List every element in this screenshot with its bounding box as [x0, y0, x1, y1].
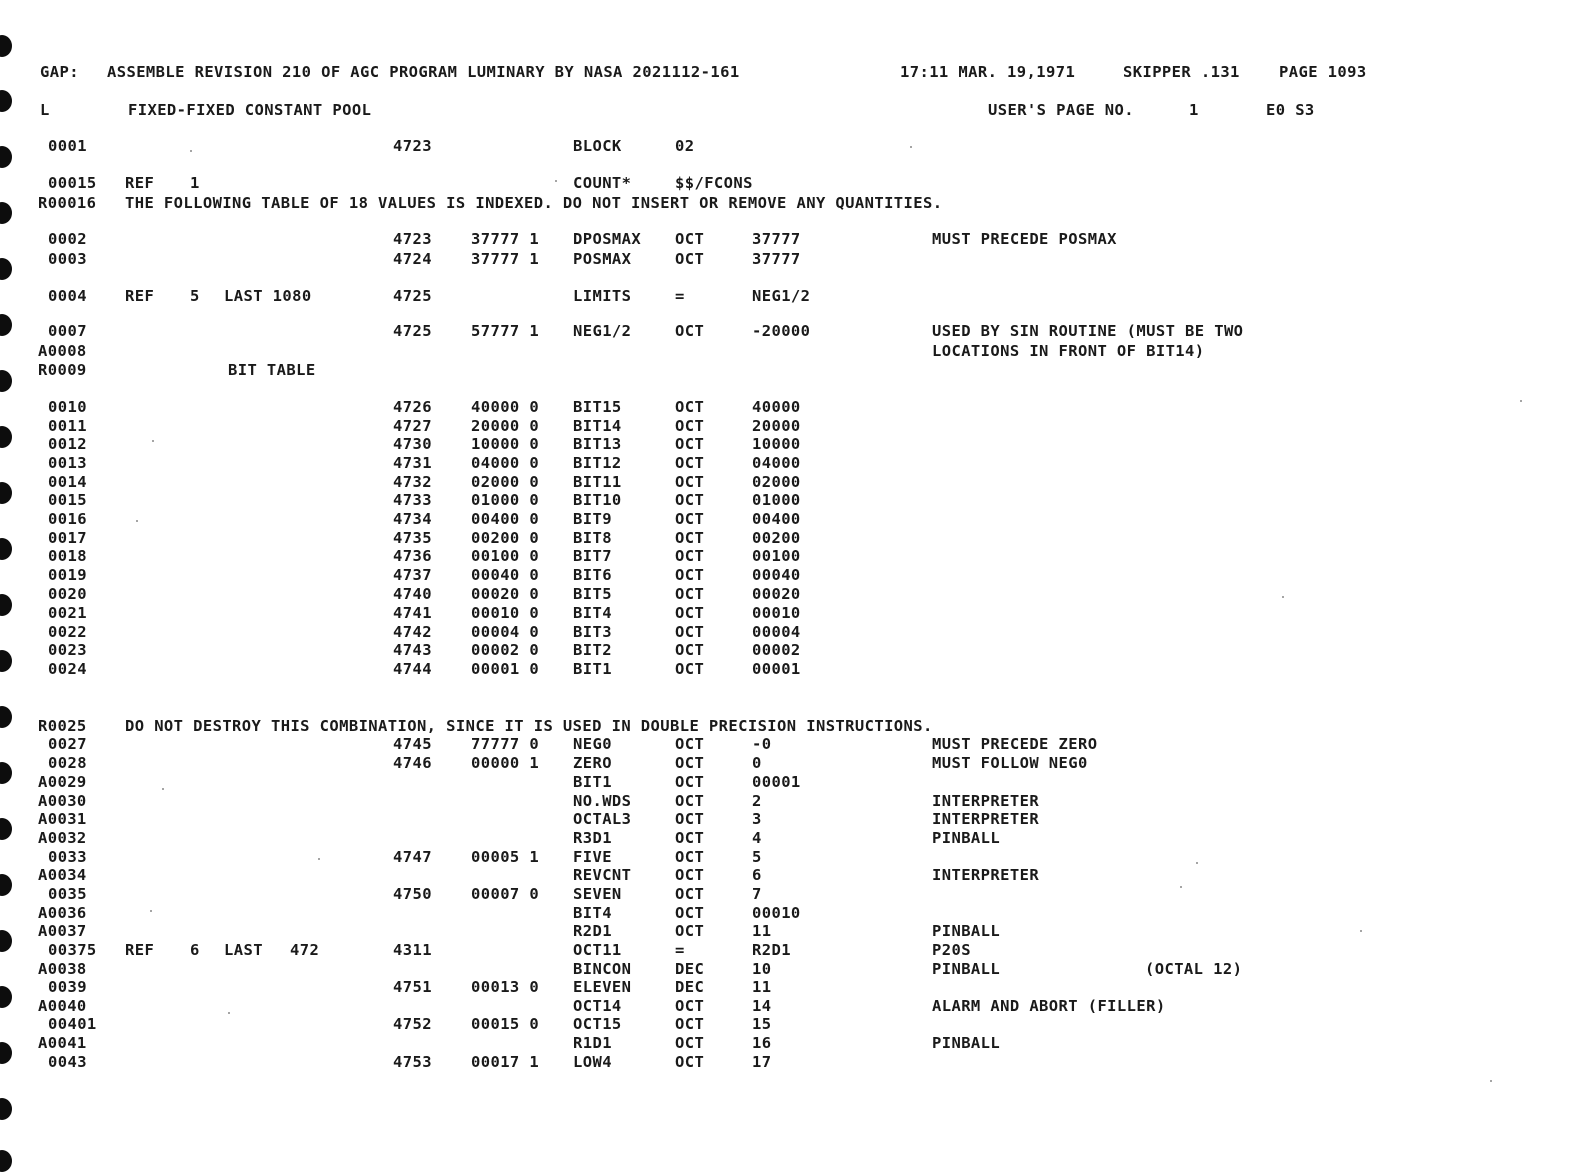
line-ref: REF: [125, 941, 155, 959]
line-op: OCT: [675, 491, 705, 509]
line-seq: A0029: [38, 773, 87, 791]
punch-hole: [0, 1150, 12, 1172]
line-operand: 00100: [752, 547, 801, 565]
line-loc: 4731: [393, 454, 432, 472]
line-comment: LOCATIONS IN FRONT OF BIT14): [932, 342, 1205, 360]
line-loc: 4725: [393, 322, 432, 340]
line-label: FIVE: [573, 848, 612, 866]
line-loc: 4733: [393, 491, 432, 509]
line-label: BIT10: [573, 491, 622, 509]
line-seq: 0023: [48, 641, 87, 659]
line-seq: A0031: [38, 810, 87, 828]
line-label: BIT8: [573, 529, 612, 547]
line-comment: USED BY SIN ROUTINE (MUST BE TWO: [932, 322, 1244, 340]
line-operand: 04000: [752, 454, 801, 472]
line-label: SEVEN: [573, 885, 622, 903]
line-word: 20000 0: [471, 417, 540, 435]
line-op: OCT: [675, 510, 705, 528]
line-operand: 00004: [752, 623, 801, 641]
assemble-title: ASSEMBLE REVISION 210 OF AGC PROGRAM LUMINARY BY NASA 2021112-161: [107, 63, 740, 81]
line-loc: 4730: [393, 435, 432, 453]
line-loc: 4736: [393, 547, 432, 565]
line-loc: 4740: [393, 585, 432, 603]
line-label: R2D1: [573, 922, 612, 940]
listing-line: [0, 717, 1582, 735]
line-seq: 0007: [48, 322, 87, 340]
line-operand: 00040: [752, 566, 801, 584]
line-label: NEG1/2: [573, 322, 632, 340]
line-comment: INTERPRETER: [932, 810, 1040, 828]
line-comment: P20S: [932, 941, 971, 959]
line-seq: 0017: [48, 529, 87, 547]
line-word: 57777 1: [471, 322, 540, 340]
line-seq: 0010: [48, 398, 87, 416]
line-word: 37777 1: [471, 230, 540, 248]
line-op: OCT: [675, 454, 705, 472]
line-ref: REF: [125, 287, 155, 305]
listing-line: [0, 960, 1582, 978]
line-loc: 4752: [393, 1015, 432, 1033]
line-seq: 0014: [48, 473, 87, 491]
line-word: 40000 0: [471, 398, 540, 416]
line-extra: (OCTAL 12): [1145, 960, 1243, 978]
listing-line: [0, 904, 1582, 922]
line-seq: R0025: [38, 717, 87, 735]
line-seq: 0012: [48, 435, 87, 453]
time-date: 17:11 MAR. 19,1971: [900, 63, 1076, 81]
listing-line: [0, 1015, 1582, 1033]
line-word: 01000 0: [471, 491, 540, 509]
line-comment: MUST PRECEDE ZERO: [932, 735, 1098, 753]
line-op: 02: [675, 137, 695, 155]
line-label: BIT5: [573, 585, 612, 603]
line-op: OCT: [675, 997, 705, 1015]
listing-line: [0, 287, 1582, 305]
line-seq: 0021: [48, 604, 87, 622]
line-operand: 37777: [752, 230, 801, 248]
line-operand: 00020: [752, 585, 801, 603]
line-label: BIT2: [573, 641, 612, 659]
line-word: 37777 1: [471, 250, 540, 268]
listing-line: [0, 997, 1582, 1015]
listing-line: [0, 491, 1582, 509]
listing-line: [0, 417, 1582, 435]
line-operand: 00002: [752, 641, 801, 659]
listing-line: [0, 566, 1582, 584]
listing-line: [0, 978, 1582, 996]
listing-line: [0, 322, 1582, 340]
line-op: OCT: [675, 547, 705, 565]
line-word: 00001 0: [471, 660, 540, 678]
line-seq: A0040: [38, 997, 87, 1015]
line-operand: 17: [752, 1053, 772, 1071]
line-word: 00200 0: [471, 529, 540, 547]
listing-line: [0, 866, 1582, 884]
line-comment: INTERPRETER: [932, 866, 1040, 884]
line-operand: 16: [752, 1034, 772, 1052]
listing-line: [0, 641, 1582, 659]
line-op: $$/FCONS: [675, 174, 753, 192]
listing-line: [0, 1053, 1582, 1071]
line-label: NEG0: [573, 735, 612, 753]
listing-line: [0, 735, 1582, 753]
line-label: R1D1: [573, 1034, 612, 1052]
listing-line: [0, 342, 1582, 360]
line-seq: R0009: [38, 361, 87, 379]
line-comment: INTERPRETER: [932, 792, 1040, 810]
line-operand: 00001: [752, 660, 801, 678]
line-label: BIT7: [573, 547, 612, 565]
line-word: 00005 1: [471, 848, 540, 866]
line-loc: 4746: [393, 754, 432, 772]
line-refnum: 1: [190, 174, 200, 192]
line-label: BIT1: [573, 660, 612, 678]
listing-line: [0, 792, 1582, 810]
line-operand: 20000: [752, 417, 801, 435]
line-word: 00007 0: [471, 885, 540, 903]
line-last: LAST: [224, 941, 263, 959]
line-loc: 4727: [393, 417, 432, 435]
line-seq: 0004: [48, 287, 87, 305]
punch-hole: [0, 35, 12, 57]
line-operand: 00400: [752, 510, 801, 528]
line-comment: PINBALL: [932, 1034, 1001, 1052]
line-refnum: 6: [190, 941, 200, 959]
line-op: OCT: [675, 810, 705, 828]
line-loc: 4747: [393, 848, 432, 866]
line-loc: 4735: [393, 529, 432, 547]
line-operand: 4: [752, 829, 762, 847]
listing-line: [0, 361, 1582, 379]
line-loc: 4737: [393, 566, 432, 584]
line-seq: 0028: [48, 754, 87, 772]
line-seq: A0034: [38, 866, 87, 884]
line-label: LOW4: [573, 1053, 612, 1071]
line-seq: A0008: [38, 342, 87, 360]
line-op: OCT: [675, 735, 705, 753]
line-op: OCT: [675, 585, 705, 603]
line-seq: 00401: [48, 1015, 97, 1033]
line-operand: 00200: [752, 529, 801, 547]
line-word: 00020 0: [471, 585, 540, 603]
line-seq: 0039: [48, 978, 87, 996]
line-loc: 4734: [393, 510, 432, 528]
line-label: OCTAL3: [573, 810, 632, 828]
line-word: 00017 1: [471, 1053, 540, 1071]
listing-line: [0, 435, 1582, 453]
line-seq: A0041: [38, 1034, 87, 1052]
line-label: BIT13: [573, 435, 622, 453]
line-op: OCT: [675, 623, 705, 641]
line-op: OCT: [675, 566, 705, 584]
line-operand: 00010: [752, 904, 801, 922]
line-operand: NEG1/2: [752, 287, 811, 305]
line-op: =: [675, 287, 685, 305]
line-op: OCT: [675, 1053, 705, 1071]
line-seq: R00016: [38, 194, 97, 212]
listing-line: [0, 754, 1582, 772]
line-label: BIT11: [573, 473, 622, 491]
subheader-line: [0, 101, 1582, 119]
line-word: 00004 0: [471, 623, 540, 641]
line-op: OCT: [675, 398, 705, 416]
line-label: LIMITS: [573, 287, 632, 305]
line-loc: 4723: [393, 230, 432, 248]
listing-line: [0, 660, 1582, 678]
line-loc: 4753: [393, 1053, 432, 1071]
listing-line: [0, 941, 1582, 959]
line-word: 10000 0: [471, 435, 540, 453]
line-label: R3D1: [573, 829, 612, 847]
listing-line: [0, 230, 1582, 248]
line-label: OCT14: [573, 997, 622, 1015]
line-seq: 0002: [48, 230, 87, 248]
listing-line: [0, 473, 1582, 491]
listing-line: [0, 194, 1582, 212]
listing-line: [0, 604, 1582, 622]
line-op: OCT: [675, 529, 705, 547]
listing-line: [0, 585, 1582, 603]
line-word: 04000 0: [471, 454, 540, 472]
listing-line: [0, 529, 1582, 547]
line-seq: 0001: [48, 137, 87, 155]
line-label: NO.WDS: [573, 792, 632, 810]
line-operand: 01000: [752, 491, 801, 509]
section-title: FIXED-FIXED CONSTANT POOL: [128, 101, 372, 119]
line-operand: 3: [752, 810, 762, 828]
line-operand: 5: [752, 848, 762, 866]
line-comment: MUST FOLLOW NEG0: [932, 754, 1088, 772]
line-seq: 0043: [48, 1053, 87, 1071]
line-last: BIT TABLE: [228, 361, 316, 379]
line-op: OCT: [675, 866, 705, 884]
line-label: BIT1: [573, 773, 612, 791]
line-operand: 40000: [752, 398, 801, 416]
line-label: DPOSMAX: [573, 230, 642, 248]
line-remark: DO NOT DESTROY THIS COMBINATION, SINCE IT IS USED IN DOUBLE PRECISION INSTRUCTIONS.: [125, 717, 933, 735]
line-op: DEC: [675, 978, 705, 996]
line-word: 77777 0: [471, 735, 540, 753]
line-operand: -0: [752, 735, 772, 753]
line-operand: 37777: [752, 250, 801, 268]
line-operand: 10: [752, 960, 772, 978]
line-op: OCT: [675, 922, 705, 940]
users-page-number: 1: [1189, 101, 1199, 119]
line-seq: 0018: [48, 547, 87, 565]
line-seq: 0015: [48, 491, 87, 509]
line-word: 00000 1: [471, 754, 540, 772]
line-loc: 4724: [393, 250, 432, 268]
line-word: 02000 0: [471, 473, 540, 491]
line-last: LAST 1080: [224, 287, 312, 305]
line-operand: 02000: [752, 473, 801, 491]
line-op: OCT: [675, 792, 705, 810]
line-op: OCT: [675, 641, 705, 659]
listing-line: [0, 773, 1582, 791]
listing-line: [0, 510, 1582, 528]
line-seq: A0032: [38, 829, 87, 847]
listing-line: [0, 454, 1582, 472]
listing-line: [0, 885, 1582, 903]
line-op: OCT: [675, 754, 705, 772]
line-word: 00015 0: [471, 1015, 540, 1033]
line-op: OCT: [675, 773, 705, 791]
line-op: OCT: [675, 322, 705, 340]
line-word: 00010 0: [471, 604, 540, 622]
line-label: OCT15: [573, 1015, 622, 1033]
listing-line: [0, 1034, 1582, 1052]
listing-line: [0, 250, 1582, 268]
line-seq: A0036: [38, 904, 87, 922]
line-seq: 00015: [48, 174, 97, 192]
line-label: BIT6: [573, 566, 612, 584]
line-label: ZERO: [573, 754, 612, 772]
listing-line: [0, 810, 1582, 828]
listing-line: [0, 547, 1582, 565]
line-op: OCT: [675, 250, 705, 268]
line-operand: 00010: [752, 604, 801, 622]
line-loc: 4743: [393, 641, 432, 659]
line-op: OCT: [675, 230, 705, 248]
line-comment: PINBALL: [932, 960, 1001, 978]
line-label: BIT3: [573, 623, 612, 641]
line-label: BIT12: [573, 454, 622, 472]
log-mark: L: [40, 101, 50, 119]
line-label: BIT9: [573, 510, 612, 528]
line-operand: 6: [752, 866, 762, 884]
line-operand: 10000: [752, 435, 801, 453]
line-op: DEC: [675, 960, 705, 978]
line-op: OCT: [675, 848, 705, 866]
line-loc: 4751: [393, 978, 432, 996]
line-word: 00002 0: [471, 641, 540, 659]
listing-line: [0, 174, 1582, 192]
line-op: OCT: [675, 660, 705, 678]
line-seq: 0011: [48, 417, 87, 435]
line-seq: 0013: [48, 454, 87, 472]
line-operand: R2D1: [752, 941, 791, 959]
line-loc: 4723: [393, 137, 432, 155]
line-op: =: [675, 941, 685, 959]
line-loc: 4745: [393, 735, 432, 753]
line-remark: THE FOLLOWING TABLE OF 18 VALUES IS INDEXED. DO NOT INSERT OR REMOVE ANY QUANTITIES.: [125, 194, 943, 212]
line-word: 00013 0: [471, 978, 540, 996]
line-seq: 0035: [48, 885, 87, 903]
line-seq: A0037: [38, 922, 87, 940]
line-seq: A0030: [38, 792, 87, 810]
line-seq: 0019: [48, 566, 87, 584]
listing-line: [0, 848, 1582, 866]
line-label: REVCNT: [573, 866, 632, 884]
line-operand: 2: [752, 792, 762, 810]
line-label: OCT11: [573, 941, 622, 959]
line-seq: 0024: [48, 660, 87, 678]
line-op: OCT: [675, 885, 705, 903]
listing-line: [0, 922, 1582, 940]
line-op: OCT: [675, 417, 705, 435]
listing-line: [0, 137, 1582, 155]
line-label: BINCON: [573, 960, 632, 978]
line-loc: 4726: [393, 398, 432, 416]
line-operand: 14: [752, 997, 772, 1015]
line-op: OCT: [675, 1015, 705, 1033]
line-operand: 15: [752, 1015, 772, 1033]
line-loc: 4742: [393, 623, 432, 641]
line-operand: -20000: [752, 322, 811, 340]
line-seq: 0003: [48, 250, 87, 268]
line-loc: 4750: [393, 885, 432, 903]
line-refnum: 5: [190, 287, 200, 305]
line-comment: PINBALL: [932, 922, 1001, 940]
line-label: BIT4: [573, 904, 612, 922]
line-loc: 4725: [393, 287, 432, 305]
line-lastnum: 472: [290, 941, 320, 959]
line-seq: A0038: [38, 960, 87, 978]
line-label: POSMAX: [573, 250, 632, 268]
line-label: BIT14: [573, 417, 622, 435]
line-op: OCT: [675, 904, 705, 922]
line-loc: 4311: [393, 941, 432, 959]
speck: [1490, 1080, 1492, 1082]
line-comment: MUST PRECEDE POSMAX: [932, 230, 1117, 248]
listing-line: [0, 623, 1582, 641]
line-loc: 4741: [393, 604, 432, 622]
line-seq: 0022: [48, 623, 87, 641]
line-label: ELEVEN: [573, 978, 632, 996]
line-comment: PINBALL: [932, 829, 1001, 847]
line-word: 00100 0: [471, 547, 540, 565]
line-operand: 11: [752, 922, 772, 940]
punch-hole: [0, 1098, 12, 1120]
line-label: BIT15: [573, 398, 622, 416]
line-seq: 0027: [48, 735, 87, 753]
line-operand: 0: [752, 754, 762, 772]
line-op: OCT: [675, 435, 705, 453]
line-comment: ALARM AND ABORT (FILLER): [932, 997, 1166, 1015]
eo-mark: E0 S3: [1266, 101, 1315, 119]
line-seq: 0033: [48, 848, 87, 866]
line-loc: 4744: [393, 660, 432, 678]
line-label: BIT4: [573, 604, 612, 622]
line-operand: 7: [752, 885, 762, 903]
line-label: BLOCK: [573, 137, 622, 155]
line-seq: 0020: [48, 585, 87, 603]
skipper: SKIPPER .131: [1123, 63, 1240, 81]
line-word: 00400 0: [471, 510, 540, 528]
gap-label: GAP:: [40, 63, 79, 81]
line-op: OCT: [675, 604, 705, 622]
users-page-label: USER'S PAGE NO.: [988, 101, 1134, 119]
line-label: COUNT*: [573, 174, 632, 192]
line-op: OCT: [675, 473, 705, 491]
line-loc: 4732: [393, 473, 432, 491]
line-seq: 0016: [48, 510, 87, 528]
page-number: PAGE 1093: [1279, 63, 1367, 81]
line-op: OCT: [675, 1034, 705, 1052]
line-operand: 11: [752, 978, 772, 996]
listing-line: [0, 398, 1582, 416]
line-word: 00040 0: [471, 566, 540, 584]
listing-line: [0, 829, 1582, 847]
line-ref: REF: [125, 174, 155, 192]
line-seq: 00375: [48, 941, 97, 959]
line-op: OCT: [675, 829, 705, 847]
line-operand: 00001: [752, 773, 801, 791]
header-line: [0, 63, 1582, 81]
